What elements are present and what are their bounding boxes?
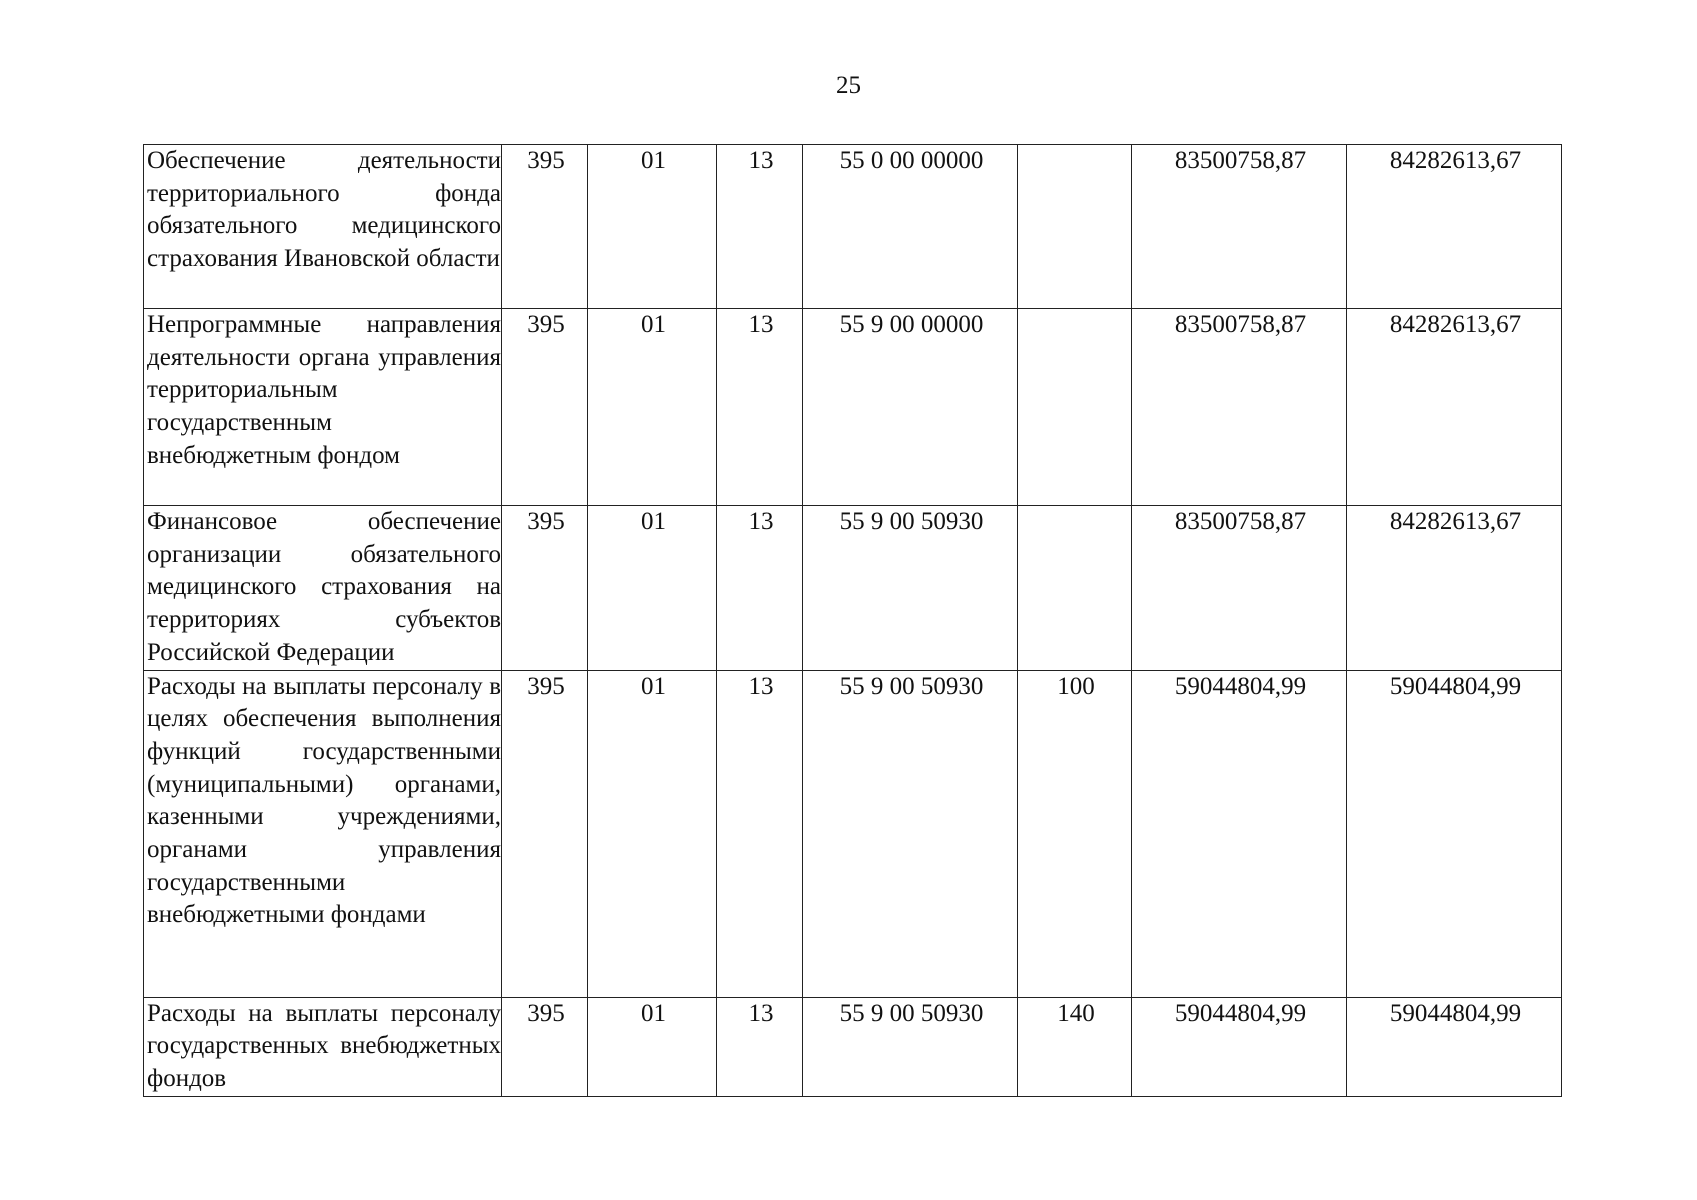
row-subsection-code: 13 (717, 997, 803, 1096)
row-subsection-code: 13 (717, 670, 803, 997)
row-amount-year1: 59044804,99 (1132, 670, 1347, 997)
row-amount-year1: 83500758,87 (1132, 506, 1347, 671)
row-amount-year2: 59044804,99 (1347, 670, 1562, 997)
row-subsection-code: 13 (717, 506, 803, 671)
row-amount-year1: 83500758,87 (1132, 145, 1347, 309)
table-row (144, 997, 1562, 1096)
row-target-article: 55 9 00 50930 (803, 506, 1018, 671)
row-section-code: 01 (588, 309, 717, 506)
row-expense-type (1018, 145, 1132, 309)
page-number: 25 (836, 72, 861, 99)
row-amount-year2: 84282613,67 (1347, 309, 1562, 506)
row-target-article: 55 9 00 00000 (803, 309, 1018, 506)
table-row (144, 309, 1562, 506)
row-name: Обеспечение деятельности территориального фонда обязательного медицинского страхования Ивановской области (144, 145, 502, 309)
row-amount-year2: 84282613,67 (1347, 506, 1562, 671)
row-grbs-code: 395 (502, 309, 588, 506)
table-row (144, 506, 1562, 671)
table-row (144, 145, 1562, 309)
row-amount-year2: 84282613,67 (1347, 145, 1562, 309)
row-name: Финансовое обеспечение организации обязательного медицинского страхования на территориях субъектов Российской Федерации (144, 506, 502, 671)
row-target-article: 55 0 00 00000 (803, 145, 1018, 309)
row-grbs-code: 395 (502, 670, 588, 997)
row-expense-type (1018, 309, 1132, 506)
row-grbs-code: 395 (502, 997, 588, 1096)
row-subsection-code: 13 (717, 145, 803, 309)
row-amount-year1: 83500758,87 (1132, 309, 1347, 506)
row-grbs-code: 395 (502, 506, 588, 671)
row-target-article: 55 9 00 50930 (803, 997, 1018, 1096)
row-name: Расходы на выплаты персоналу государственных внебюджетных фондов (144, 997, 502, 1096)
row-expense-type: 100 (1018, 670, 1132, 997)
row-section-code: 01 (588, 145, 717, 309)
row-section-code: 01 (588, 670, 717, 997)
row-expense-type (1018, 506, 1132, 671)
row-amount-year1: 59044804,99 (1132, 997, 1347, 1096)
row-section-code: 01 (588, 506, 717, 671)
row-amount-year2: 59044804,99 (1347, 997, 1562, 1096)
table-row (144, 670, 1562, 997)
row-section-code: 01 (588, 997, 717, 1096)
row-name: Расходы на выплаты персоналу в целях обеспечения выполнения функций государственными (муниципальными) органами, казенными учреждениями, органами управления государственными внебюджетными фондами (144, 670, 502, 997)
row-grbs-code: 395 (502, 145, 588, 309)
row-name: Непрограммные направления деятельности органа управления территориальным государственным внебюджетным фондом (144, 309, 502, 506)
row-subsection-code: 13 (717, 309, 803, 506)
budget-table (143, 144, 1562, 1097)
row-target-article: 55 9 00 50930 (803, 670, 1018, 997)
row-expense-type: 140 (1018, 997, 1132, 1096)
